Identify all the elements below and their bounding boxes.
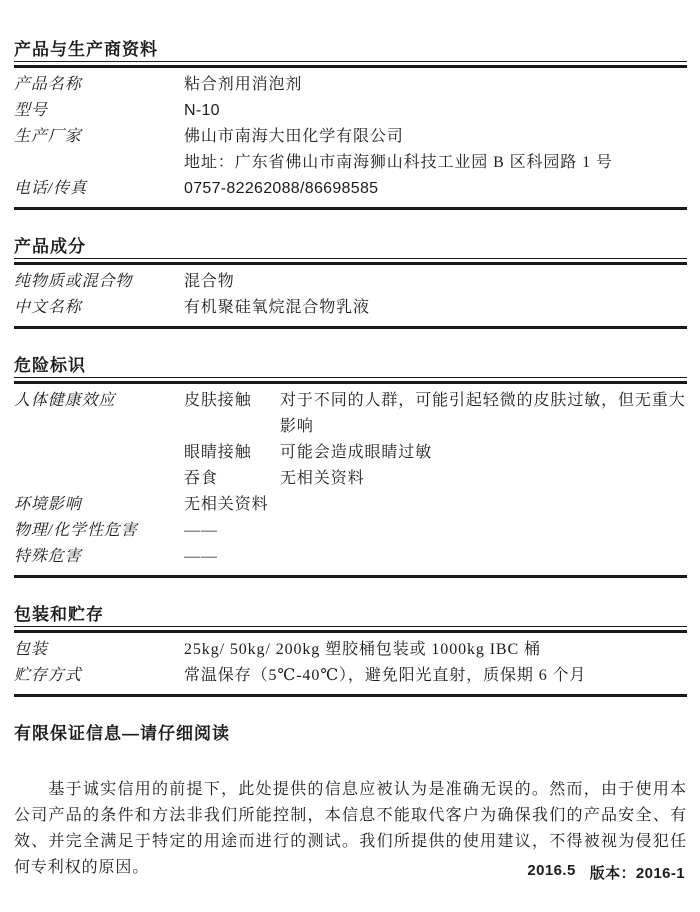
hazard-row [14, 388, 687, 440]
info-row [14, 98, 687, 124]
row-value: N-10 [184, 102, 220, 119]
section-table [14, 65, 687, 210]
hazard-row [14, 440, 687, 466]
footer-version: 版本：2016-1 [589, 865, 685, 882]
info-row [14, 269, 687, 295]
row-value: 25kg/ 50kg/ 200kg 塑胶桶包装或 1000kg IBC 桶 [184, 641, 541, 658]
section-packaging-storage [14, 605, 687, 697]
row-label: 中文名称 [14, 299, 82, 316]
row-value: —— [184, 548, 218, 565]
row-label: 纯物质或混合物 [14, 273, 133, 290]
row-label: 产品名称 [14, 76, 82, 93]
hazard-row [14, 544, 687, 570]
row-value: 0757-82262088/86698585 [184, 180, 379, 197]
info-row [14, 176, 687, 202]
row-label: 人体健康效应 [14, 392, 116, 409]
section-product-manufacturer-info [14, 40, 687, 210]
row-value: —— [184, 522, 218, 539]
row-label: 包装 [14, 641, 48, 658]
section-table [14, 262, 687, 329]
section-product-composition [14, 237, 687, 329]
row-label: 贮存方式 [14, 667, 82, 684]
info-row [14, 150, 687, 176]
footer-date: 2016.5 [527, 862, 576, 879]
hazard-description: 无相关资料 [280, 470, 365, 487]
row-label: 特殊危害 [14, 548, 82, 565]
section-title: 包装和贮存 [14, 605, 687, 627]
row-label: 型号 [14, 102, 48, 119]
section-title: 产品与生产商资料 [14, 40, 687, 62]
row-label [14, 466, 184, 492]
info-row [14, 72, 687, 98]
info-row [14, 637, 687, 663]
hazard-description: 可能会造成眼睛过敏 [280, 444, 433, 461]
row-value: 有机聚硅氧烷混合物乳液 [184, 299, 370, 316]
row-label: 电话/传真 [14, 180, 87, 197]
info-row [14, 124, 687, 150]
row-value: 无相关资料 [184, 496, 269, 513]
hazard-sub-label: 吞食 [184, 470, 218, 487]
hazard-row [14, 518, 687, 544]
hazard-sub-label: 眼睛接触 [184, 444, 252, 461]
section-hazard-identification [14, 356, 687, 578]
info-row [14, 663, 687, 689]
row-label: 生产厂家 [14, 128, 82, 145]
row-value: 混合物 [184, 273, 235, 290]
hazard-description: 对于不同的人群，可能引起轻微的皮肤过敏，但无重大影响 [280, 392, 686, 435]
warranty-paragraph: 基于诚实信用的前提下，此处提供的信息应被认为是准确无误的。然而，由于使用本公司产品的条件和方法非我们所能控制，本信息不能取代客户为确保我们的产品安全、有效、并完全满足于特定的用途而进行的测试。我们所提供的使用建议，不得被视为侵犯任何专利权的原因。 [14, 781, 687, 876]
hazard-row [14, 492, 687, 518]
section-title: 危险标识 [14, 356, 687, 378]
page-footer [527, 862, 685, 883]
row-label: 环境影响 [14, 496, 82, 513]
hazard-row [14, 466, 687, 492]
row-value: 常温保存（5℃-40℃），避免阳光直射，质保期 6 个月 [184, 667, 587, 684]
section-table [14, 630, 687, 697]
section-table [14, 381, 687, 578]
row-value: 粘合剂用消泡剂 [184, 76, 303, 93]
section-title: 产品成分 [14, 237, 687, 259]
row-label [14, 150, 184, 176]
hazard-sub-label: 皮肤接触 [184, 392, 252, 409]
section-warranty [14, 724, 687, 881]
warranty-title: 有限保证信息—请仔细阅读 [14, 724, 230, 743]
row-value: 地址：广东省佛山市南海狮山科技工业园 B 区科园路 1 号 [184, 154, 613, 171]
row-label [14, 440, 184, 466]
row-label: 物理/化学性危害 [14, 522, 138, 539]
info-row [14, 295, 687, 321]
row-value: 佛山市南海大田化学有限公司 [184, 128, 404, 145]
